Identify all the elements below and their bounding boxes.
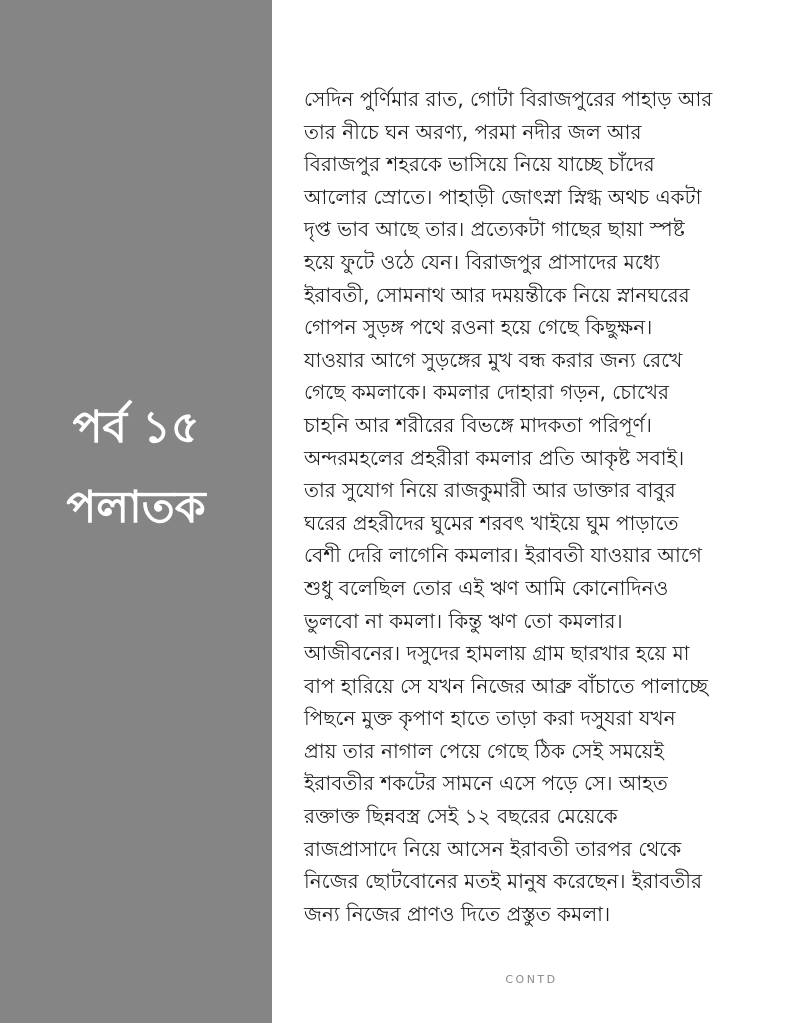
story-text xyxy=(304,83,774,930)
text-line: নিজের ছোটবোনের মতই মানুষ করেছেন। ইরাবতীর xyxy=(304,869,702,894)
text-line: ঘরের প্রহরীদের ঘুমের শরবৎ খাইয়ে ঘুম পাড়াতে xyxy=(304,510,679,535)
text-line: রক্তাক্ত ছিন্নবস্ত্র সেই ১২ বছরের মেয়েকে xyxy=(304,804,618,829)
text-line: সেদিন পুর্ণিমার রাত, গোটা বিরাজপুরের পাহাড় আর xyxy=(304,87,713,111)
text-line: প্রায় তার নাগাল পেয়ে গেছে ঠিক সেই সময়েই xyxy=(304,738,664,763)
chapter-title xyxy=(0,388,272,548)
text-line: গোপন সুড়ঙ্গ পথে রওনা হয়ে গেছে কিছুক্ষন। xyxy=(304,315,653,340)
text-line: জন্য নিজের প্রাণও দিতে প্রস্তুত কমলা। xyxy=(304,901,611,926)
sidebar-panel xyxy=(0,0,272,1023)
text-line: বাপ হারিয়ে সে যখন নিজের আব্রু বাঁচাতে পালাচ্ছে xyxy=(304,673,708,698)
continued-label: CONTD xyxy=(505,973,558,986)
text-line: তার নীচে ঘন অরণ্য, পরমা নদীর জল আর xyxy=(304,119,642,144)
chapter-number: পর্ব ১৫ xyxy=(72,402,200,453)
text-line: হয়ে ফুটে ওঠে যেন। বিরাজপুর প্রাসাদের মধ্যে xyxy=(304,249,660,274)
text-line: আলোর স্রোতে। পাহাড়ী জোৎস্না স্নিগ্ধ অথচ একটা xyxy=(304,184,702,209)
text-line: চাহনি আর শরীরের বিভঙ্গে মাদকতা পরিপূর্ণ। xyxy=(304,412,652,437)
text-line: শুধু বলেছিল তোর এই ঋণ আমি কোনোদিনও xyxy=(304,575,669,600)
text-line: দৃপ্ত ভাব আছে তার। প্রত্যেকটা গাছের ছায়া স্পষ্ট xyxy=(304,217,685,242)
text-line: যাওয়ার আগে সুড়ঙ্গের মুখ বন্ধ করার জন্য রেখে xyxy=(304,347,683,372)
text-line: রাজপ্রাসাদে নিয়ে আসেন ইরাবতী তারপর থেকে xyxy=(304,836,682,861)
text-line: বেশী দেরি লাগেনি কমলার। ইরাবতী যাওয়ার আগে xyxy=(304,543,702,568)
text-line: গেছে কমলাকে। কমলার দোহারা গড়ন, চোখের xyxy=(304,380,670,405)
text-line: ভুলবো না কমলা। কিন্তু ঋণ তো কমলার। xyxy=(304,608,623,633)
text-line: ইরাবতী, সোমনাথ আর দময়ন্তীকে নিয়ে স্নানঘরের xyxy=(304,282,690,307)
text-line: পিছনে মুক্ত কৃপাণ হাতে তাড়া করা দসু্যরা যখন xyxy=(304,706,676,731)
text-line: তার সুযোগ নিয়ে রাজকুমারী আর ডাক্তার বাবুর xyxy=(304,478,676,503)
text-line: বিরাজপুর শহরকে ভাসিয়ে নিয়ে যাচ্ছে চাঁদের xyxy=(304,152,655,177)
text-line: আজীবনের। দসুদের হামলায় গ্রাম ছারখার হয়ে মা xyxy=(304,641,690,666)
chapter-name: পলাতক xyxy=(66,482,206,533)
text-line: ইরাবতীর শকটের সামনে এসে পড়ে সে। আহত xyxy=(304,771,668,796)
text-line: অন্দরমহলের প্রহরীরা কমলার প্রতি আকৃষ্ট সবাই। xyxy=(304,445,685,470)
